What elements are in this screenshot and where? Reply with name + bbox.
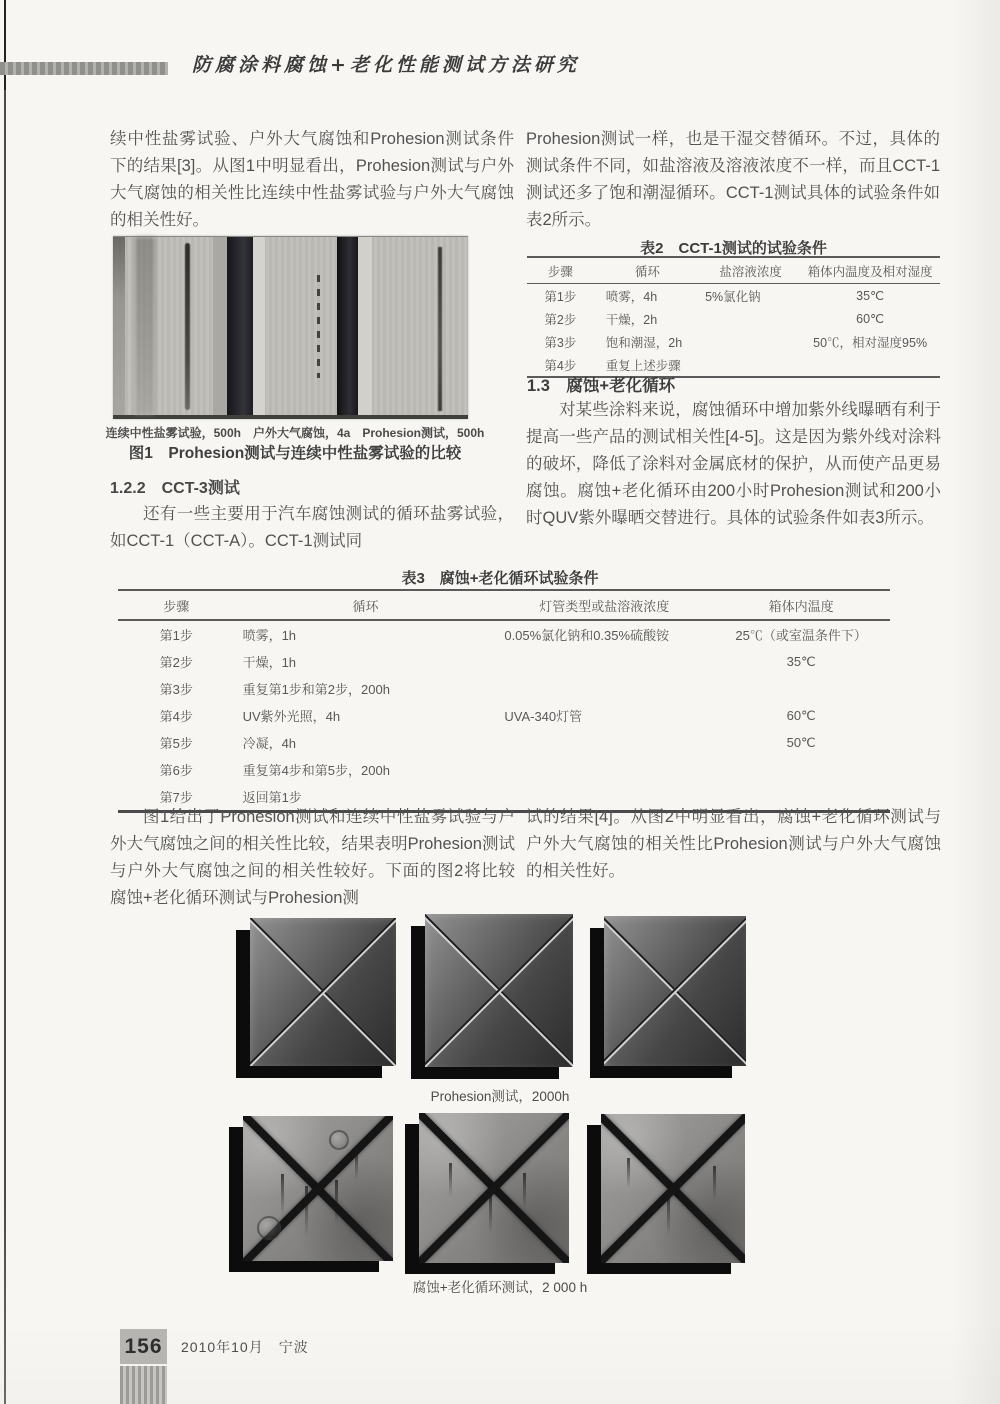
paragraph-right-continued: Prohesion测试一样，也是干湿交替循环。不过，具体的测试条件不同，如盐溶液及溶液浓度不一样，而且CCT-1测试还多了饱和潮湿循环。CCT-1测试具体的试验条件如表2所示。 bbox=[526, 130, 940, 229]
column-header: 步骤 bbox=[527, 257, 594, 284]
photo-left-edge bbox=[113, 237, 125, 415]
scribe-line-dotted bbox=[317, 275, 320, 378]
table-cell bbox=[701, 330, 800, 353]
table-cell bbox=[701, 353, 800, 377]
table-cell: 第3步 bbox=[159, 682, 193, 697]
figure2-panel-prohesion-1 bbox=[250, 918, 396, 1066]
table-cell: UV紫外光照，4h bbox=[242, 709, 341, 724]
page-number-box bbox=[120, 1329, 167, 1364]
section-heading-1-3: 1.3 腐蚀+老化循环 bbox=[527, 377, 676, 395]
scribe-line bbox=[185, 243, 190, 410]
table3 bbox=[118, 589, 890, 813]
blister-bubble bbox=[329, 1130, 349, 1150]
column-header: 箱体内温度 bbox=[712, 590, 890, 620]
figure2-panel-prohesion-3 bbox=[604, 916, 746, 1066]
table-row bbox=[118, 620, 890, 648]
table-row bbox=[118, 756, 890, 783]
table-cell: 返回第1步 bbox=[242, 790, 302, 805]
paragraph-bottom-left: 图1给出了Prohesion测试和连续中性盐雾试验与户外大气腐蚀之间的相关性比较，结果表明Prohesion测试与户外大气腐蚀之间的相关性较好。下面的图2将比较腐蚀+老化循环测试与Prohesion测 bbox=[110, 808, 515, 907]
table-cell: 喷雾，1h bbox=[242, 628, 297, 643]
figure2-panel-aging-1 bbox=[243, 1116, 393, 1261]
photo-shade-band bbox=[213, 237, 227, 415]
table-cell bbox=[496, 756, 712, 783]
page-number: 156 bbox=[124, 1334, 163, 1358]
table-row bbox=[118, 702, 890, 729]
table-cell: 干燥，2h bbox=[605, 312, 658, 327]
figure1-subcaption: 连续中性盐雾试验，500h 户外大气腐蚀，4a Prohesion测试，500h bbox=[105, 426, 485, 440]
table-cell: 第3步 bbox=[544, 335, 577, 350]
table-cell: 50℃，相对湿度95% bbox=[813, 335, 928, 350]
column-header: 灯管类型或盐溶液浓度 bbox=[496, 590, 712, 620]
table-row bbox=[527, 284, 940, 308]
table-cell bbox=[712, 756, 890, 783]
table-cell bbox=[712, 675, 890, 702]
table-cell: 重复第4步和第5步，200h bbox=[242, 763, 390, 778]
table-cell: 第1步 bbox=[544, 289, 577, 304]
table-cell: 35℃ bbox=[856, 289, 885, 303]
table-row bbox=[118, 729, 890, 756]
table-cell: 第7步 bbox=[159, 790, 193, 805]
table-cell: 0.05%氯化钠和0.35%硫酸铵 bbox=[504, 628, 670, 643]
panel-divider-bar bbox=[227, 237, 253, 415]
table-cell: 饱和潮湿，2h bbox=[605, 335, 683, 350]
table-cell: 第2步 bbox=[159, 655, 193, 670]
table-cell: 第4步 bbox=[159, 709, 193, 724]
issue-info: 2010年10月 宁波 bbox=[181, 1339, 309, 1355]
table-cell: 第6步 bbox=[159, 763, 193, 778]
figure2-panel-aging-3 bbox=[601, 1114, 745, 1263]
corrosion-drip bbox=[489, 1193, 492, 1233]
table-cell: 喷雾，4h bbox=[605, 289, 658, 304]
section-heading-1-2-2: 1.2.2 CCT-3测试 bbox=[110, 480, 240, 497]
column-header: 步骤 bbox=[118, 590, 235, 620]
table-cell: 干燥，1h bbox=[242, 655, 297, 670]
table2-head bbox=[527, 257, 940, 284]
column-header: 循环 bbox=[594, 257, 701, 284]
scan-edge-line bbox=[4, 0, 6, 1404]
table-cell: 第5步 bbox=[159, 736, 193, 751]
corrosion-drip bbox=[335, 1180, 338, 1226]
table2 bbox=[527, 256, 940, 378]
blister-bubble bbox=[257, 1216, 281, 1240]
table3-title: 表3 腐蚀+老化循环试验条件 bbox=[401, 570, 599, 587]
table-cell bbox=[800, 353, 940, 377]
table-cell: 重复第1步和第2步，200h bbox=[242, 682, 390, 697]
header-rule-bar bbox=[0, 62, 168, 75]
figure2-row2-caption: 腐蚀+老化循环测试，2 000 h bbox=[412, 1280, 588, 1295]
paragraph-section-1-3: 对某些涂料来说，腐蚀循环中增加紫外线曝晒有利于提高一些产品的测试相关性[4-5]。这是因为紫外线对涂料的破坏，降低了涂料对金属底材的保护，从而使产品更易腐蚀。腐蚀+老化循环由200小时Prohesion测试和200小时QUV紫外曝晒交替进行。具体的试验条件如表3所示。 bbox=[526, 401, 941, 527]
corrosion-drip bbox=[627, 1158, 630, 1188]
corrosion-drip bbox=[667, 1192, 670, 1236]
table-cell bbox=[701, 307, 800, 330]
corrosion-drip bbox=[305, 1186, 308, 1236]
corrosion-drip bbox=[281, 1174, 284, 1216]
corrosion-smudge bbox=[135, 237, 155, 415]
figure2-panel-prohesion-2 bbox=[425, 914, 573, 1067]
table3-body bbox=[118, 620, 890, 812]
panel-divider-bar bbox=[337, 237, 358, 415]
table-cell: 5%氯化钠 bbox=[705, 289, 761, 304]
table3-head bbox=[118, 590, 890, 620]
table-cell: 冷凝，4h bbox=[242, 736, 297, 751]
paragraph-section-1-2-2: 还有一些主要用于汽车腐蚀测试的循环盐雾试验，如CCT-1（CCT-A）。CCT-1测试同 bbox=[110, 505, 514, 550]
corrosion-drip bbox=[449, 1163, 452, 1197]
table-row bbox=[527, 307, 940, 330]
paragraph-left-continued: 续中性盐雾试验、户外大气腐蚀和Prohesion测试条件下的结果[3]。从图1中明显看出，Prohesion测试与户外大气腐蚀的相关性比连续中性盐雾试验与户外大气腐蚀的相关性好。 bbox=[110, 130, 514, 229]
table-cell: 60℃ bbox=[786, 707, 816, 723]
table2-body bbox=[527, 284, 940, 378]
corrosion-drip bbox=[355, 1150, 358, 1180]
footer-hatch-mark bbox=[120, 1366, 167, 1404]
table-cell: UVA-340灯管 bbox=[504, 709, 583, 724]
corrosion-drip bbox=[713, 1166, 716, 1200]
table-row bbox=[527, 330, 940, 353]
table2-title: 表2 CCT-1测试的试验条件 bbox=[640, 240, 827, 257]
column-header: 箱体内温度及相对湿度 bbox=[800, 257, 940, 284]
table-cell: 重复上述步骤 bbox=[605, 358, 681, 373]
corrosion-drip bbox=[523, 1173, 526, 1209]
table-cell: 25℃（或室温条件下） bbox=[735, 628, 867, 643]
scribe-line bbox=[438, 247, 442, 411]
table-cell: 第4步 bbox=[544, 358, 577, 373]
column-header: 盐溶液浓度 bbox=[701, 257, 800, 284]
table-row bbox=[118, 648, 890, 675]
figure1-photo bbox=[113, 236, 468, 419]
figure2-row1-caption: Prohesion测试，2000h bbox=[430, 1089, 570, 1104]
table-cell: 第1步 bbox=[159, 628, 193, 643]
table-cell: 35℃ bbox=[786, 653, 816, 669]
photo-light-band bbox=[358, 237, 372, 415]
running-head-title: 防腐涂料腐蚀+老化性能测试方法研究 bbox=[192, 54, 580, 76]
table-cell: 第2步 bbox=[544, 312, 577, 327]
table-cell bbox=[496, 729, 712, 756]
figure2-panel-aging-2 bbox=[419, 1113, 569, 1263]
table-cell: 50℃ bbox=[786, 734, 816, 750]
paragraph-bottom-right: 试的结果[4]。从图2中明显看出，腐蚀+老化循环测试与户外大气腐蚀的相关性比Prohesion测试与户外大气腐蚀的相关性好。 bbox=[526, 808, 941, 880]
table-cell bbox=[496, 675, 712, 702]
photo-light-band bbox=[253, 237, 265, 415]
table-cell bbox=[496, 648, 712, 675]
figure1-caption: 图1 Prohesion测试与连续中性盐雾试验的比较 bbox=[128, 445, 462, 462]
table-row bbox=[118, 675, 890, 702]
column-header: 循环 bbox=[235, 590, 497, 620]
table-cell: 60℃ bbox=[856, 312, 885, 326]
